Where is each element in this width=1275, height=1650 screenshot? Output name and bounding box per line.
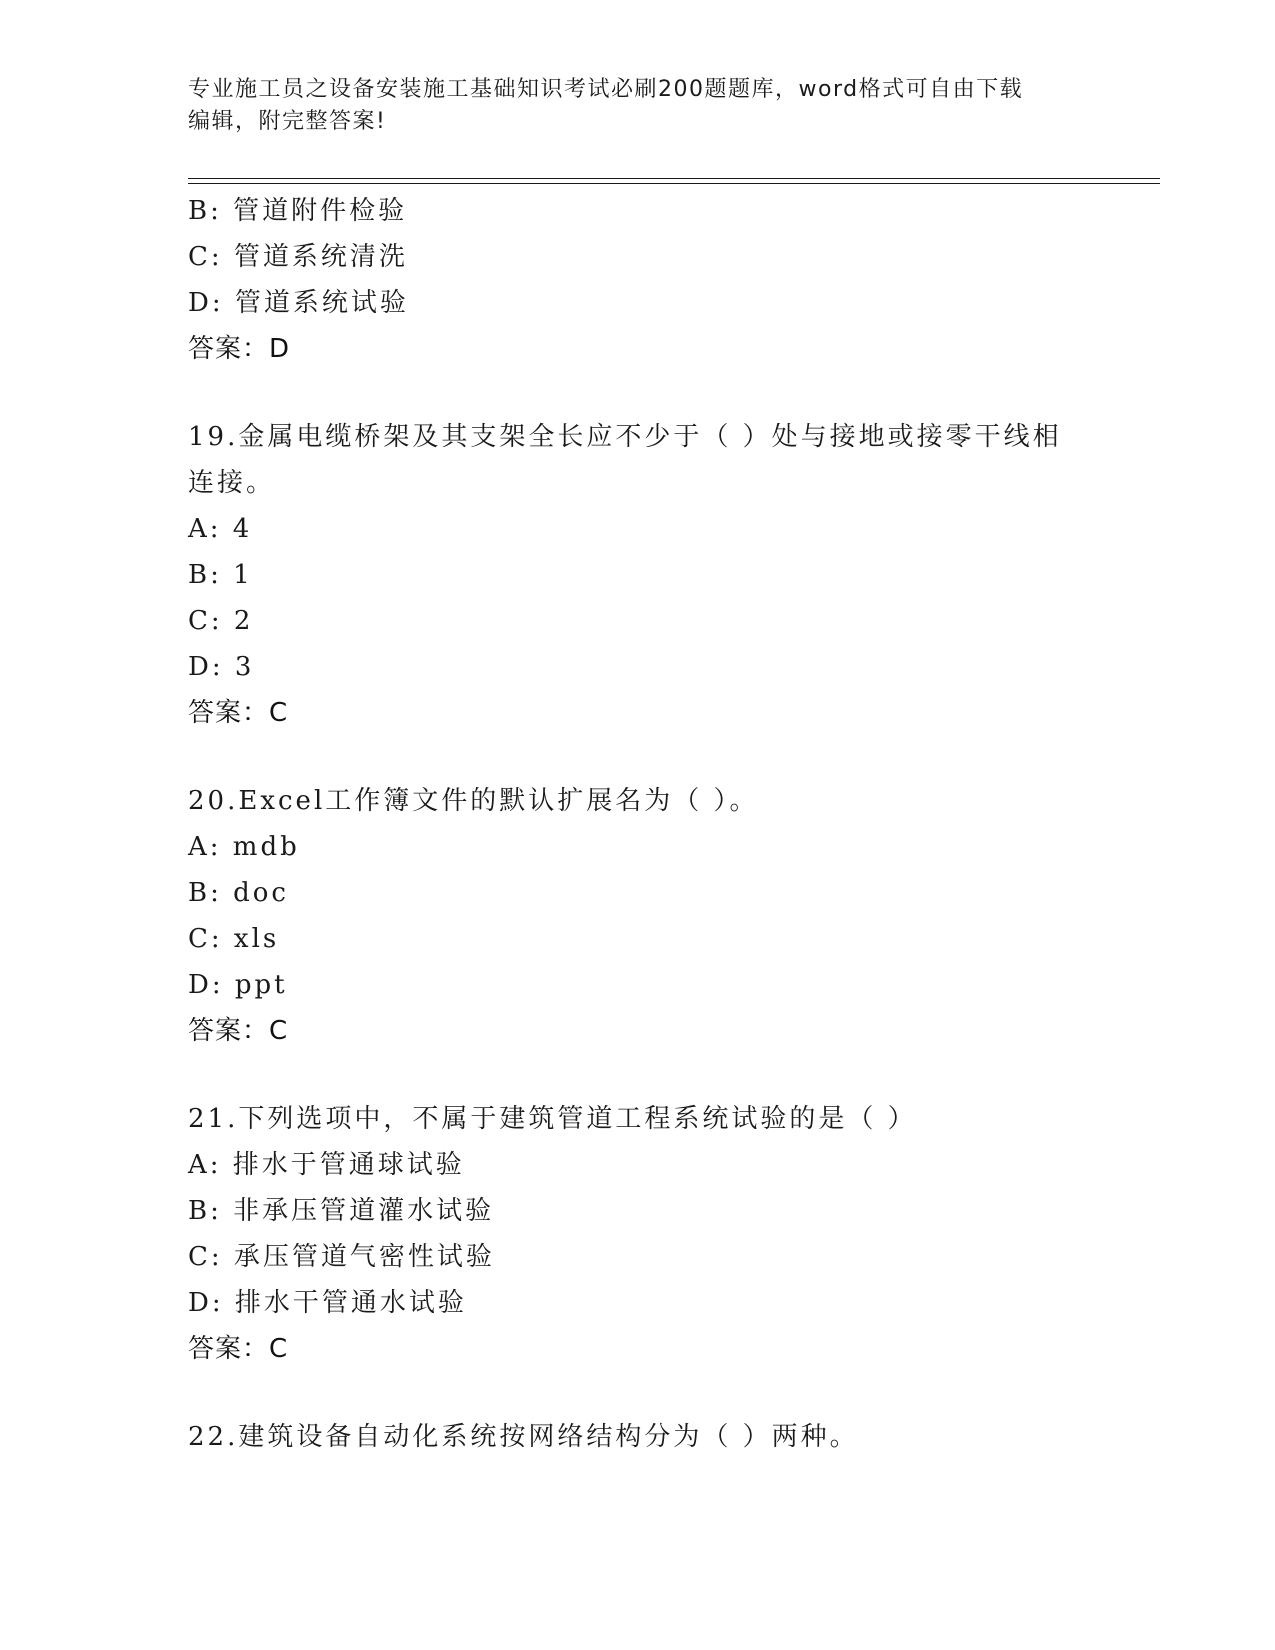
question-stem-continued: 连接。 bbox=[188, 468, 276, 498]
option-c: C: 管道系统清洗 bbox=[188, 242, 408, 272]
spacer bbox=[188, 1372, 1088, 1414]
question-22 bbox=[188, 1414, 1088, 1460]
option-d: D: ppt bbox=[188, 970, 288, 1000]
option-d: D: 管道系统试验 bbox=[188, 288, 409, 318]
question-21 bbox=[188, 1096, 1088, 1372]
header-title-line-1: 专业施工员之设备安装施工基础知识考试必刷200题题库，word格式可自由下载 bbox=[188, 77, 1024, 102]
option-b: B: 1 bbox=[188, 560, 253, 590]
document-header bbox=[188, 74, 1088, 138]
option-d: D: 排水干管通水试验 bbox=[188, 1288, 467, 1318]
question-19 bbox=[188, 414, 1088, 736]
option-b: B: 管道附件检验 bbox=[188, 196, 408, 226]
answer: 答案：C bbox=[188, 1016, 289, 1046]
option-c: C: 承压管道气密性试验 bbox=[188, 1242, 495, 1272]
spacer bbox=[188, 736, 1088, 778]
answer: 答案：C bbox=[188, 698, 289, 728]
spacer bbox=[188, 372, 1088, 414]
question-stem: 20.Excel工作簿文件的默认扩展名为（ ）。 bbox=[188, 786, 759, 816]
option-b: B: 非承压管道灌水试验 bbox=[188, 1196, 495, 1226]
option-c: C: xls bbox=[188, 924, 280, 954]
question-18-continued bbox=[188, 188, 1088, 372]
question-list bbox=[188, 188, 1088, 1460]
header-title-line-2: 编辑，附完整答案! bbox=[188, 109, 387, 134]
header-divider-bottom bbox=[188, 183, 1160, 184]
question-stem: 19.金属电缆桥架及其支架全长应不少于（ ）处与接地或接零干线相 bbox=[188, 422, 1062, 452]
option-a: A: 4 bbox=[188, 514, 253, 544]
option-b: B: doc bbox=[188, 878, 289, 908]
answer: 答案：D bbox=[188, 334, 291, 364]
spacer bbox=[188, 1054, 1088, 1096]
question-20 bbox=[188, 778, 1088, 1054]
answer: 答案：C bbox=[188, 1334, 289, 1364]
option-a: A: 排水于管通球试验 bbox=[188, 1150, 465, 1180]
option-c: C: 2 bbox=[188, 606, 254, 636]
option-a: A: mdb bbox=[188, 832, 300, 862]
header-divider-top bbox=[188, 178, 1160, 179]
option-d: D: 3 bbox=[188, 652, 255, 682]
question-stem: 21.下列选项中，不属于建筑管道工程系统试验的是（ ） bbox=[188, 1104, 917, 1134]
question-stem: 22.建筑设备自动化系统按网络结构分为（ ）两种。 bbox=[188, 1422, 859, 1452]
